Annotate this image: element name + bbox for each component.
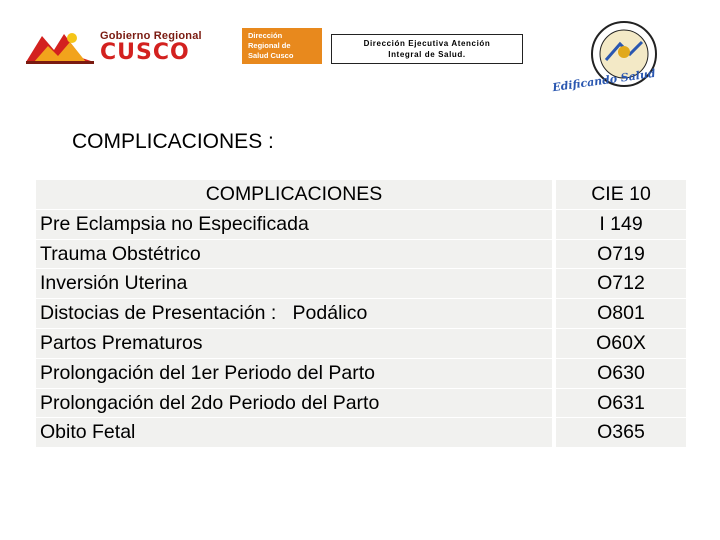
direccion-line1: Dirección — [248, 31, 283, 40]
name-cell: Obito Fetal — [36, 418, 552, 448]
table-row — [36, 240, 686, 270]
center-box-line2: Integral de Salud. — [388, 50, 466, 59]
code-cell: O719 — [556, 240, 686, 270]
gobierno-regional-text — [100, 30, 202, 64]
direccion-line3: Salud Cusco — [248, 51, 294, 60]
header-code-cell: CIE 10 — [556, 180, 686, 210]
table-row — [36, 389, 686, 419]
gobierno-line1: Gobierno Regional — [100, 30, 202, 42]
name-cell: Pre Eclampsia no Especificada — [36, 210, 552, 240]
name-cell: Inversión Uterina — [36, 269, 552, 299]
name-cell: Prolongación del 1er Periodo del Parto — [36, 359, 552, 389]
code-cell: O60X — [556, 329, 686, 359]
table-row — [36, 329, 686, 359]
table-row — [36, 418, 686, 448]
table-row — [36, 359, 686, 389]
code-cell: O630 — [556, 359, 686, 389]
table-row — [36, 269, 686, 299]
direccion-regional-box — [242, 28, 322, 64]
complicaciones-table — [36, 180, 686, 448]
name-cell: Prolongación del 2do Periodo del Parto — [36, 389, 552, 419]
name-cell: Partos Prematuros — [36, 329, 552, 359]
page-title: COMPLICACIONES : — [72, 130, 274, 153]
table-header-row — [36, 180, 686, 210]
code-cell: O712 — [556, 269, 686, 299]
direccion-line2: Regional de — [248, 41, 291, 50]
code-cell: O801 — [556, 299, 686, 329]
seal-tagline: Edificando Salud — [551, 66, 657, 95]
table-row — [36, 210, 686, 240]
code-cell: O631 — [556, 389, 686, 419]
center-box-line1: Dirección Ejecutiva Atención — [363, 39, 491, 48]
code-cell: O365 — [556, 418, 686, 448]
header-name-cell: COMPLICACIONES — [36, 180, 552, 210]
name-cell: Trauma Obstétrico — [36, 240, 552, 270]
cusco-emblem-icon — [24, 28, 96, 66]
direccion-ejecutiva-box — [331, 34, 523, 64]
gobierno-regional-logo — [24, 28, 300, 66]
table-row — [36, 299, 686, 329]
name-cell: Distocias de Presentación : Podálico — [36, 299, 552, 329]
code-cell: I 149 — [556, 210, 686, 240]
gobierno-line2: CUSCO — [100, 40, 190, 65]
